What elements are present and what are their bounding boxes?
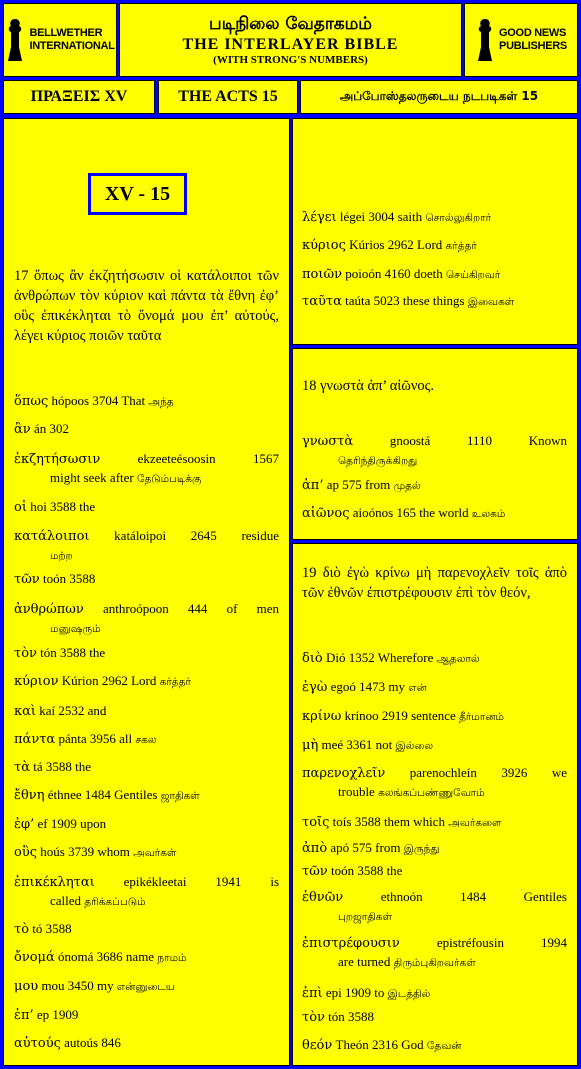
transliteration-strongs: pánta 3956 all <box>58 731 133 746</box>
transliteration-strongs: anthroópoon 444 of men <box>103 601 280 616</box>
bellwether-ram-icon <box>5 17 25 63</box>
tamil-gloss: இவைகள் <box>467 296 515 308</box>
greek-word: ἀπὸ <box>302 841 328 856</box>
tamil-gloss: மற்ற <box>50 550 73 562</box>
tamil-gloss: நாமம் <box>157 952 187 964</box>
tamil-gloss: சகல <box>135 734 157 746</box>
tamil-gloss: முதல் <box>393 480 421 492</box>
greek-word: ὅπως <box>14 394 49 409</box>
title-main: THE INTERLAYER BIBLE <box>182 36 399 53</box>
transliteration-strongs: parenochleín 3926 we <box>409 765 568 780</box>
transliteration-strongs: epistréfousin 1994 <box>436 935 567 950</box>
greek-word: ἂν <box>14 422 31 437</box>
transliteration-strongs: epikékleetai 1941 is <box>123 874 280 889</box>
tamil-gloss: ஜாதிகள் <box>160 790 200 802</box>
tamil-gloss: தெரிந்திருக்கிறது <box>338 455 418 467</box>
word-entry <box>14 977 279 996</box>
tamil-gloss: திரும்புகிறவர்கள் <box>393 957 476 969</box>
transliteration-strongs: tón 3588 the <box>40 645 106 660</box>
transliteration-strongs: Kúrion 2962 Lord <box>61 673 157 688</box>
tamil-gloss: செய்கிறவர் <box>445 269 501 281</box>
word-entry <box>302 934 567 972</box>
tamil-gloss: உலகம் <box>471 508 506 520</box>
transliteration-strongs: án 302 <box>33 421 69 436</box>
word-entry <box>302 839 567 858</box>
word-entry <box>302 678 567 697</box>
word-entry <box>302 888 567 926</box>
word-entry <box>302 764 567 802</box>
greek-word: διὸ <box>302 651 323 666</box>
word-entry <box>302 707 567 726</box>
book-tamil-label: அப்போஸ்தலருடைய நடபடிகள் 15 <box>339 89 539 103</box>
word-entry <box>14 420 279 439</box>
tamil-gloss: இடத்தில் <box>387 988 431 1000</box>
good-news-line1: GOOD NEWS <box>499 27 567 39</box>
word-entry <box>14 450 279 488</box>
word-entry <box>14 1034 279 1053</box>
bellwether-line1: BELLWETHER <box>29 27 103 39</box>
book-english-label: THE ACTS 15 <box>178 88 278 105</box>
tamil-gloss: தரிக்கப்படும் <box>84 896 146 908</box>
bellwether-ram-icon <box>475 17 495 63</box>
greek-word: ποιῶν <box>302 267 342 282</box>
greek-word: ἐκζητήσωσιν <box>14 452 101 467</box>
greek-word: μου <box>14 979 39 994</box>
word-entry <box>14 730 279 749</box>
title-sub: (WITH STRONG'S NUMBERS) <box>213 54 368 66</box>
word-entry <box>14 873 279 911</box>
greek-word: ἐπ’ <box>14 1008 34 1023</box>
greek-word: κρίνω <box>302 709 342 724</box>
transliteration-strongs: apó 575 from <box>330 840 401 855</box>
transliteration-strongs: ef 1909 upon <box>37 816 107 831</box>
tamil-gloss: அவர்களை <box>448 817 502 829</box>
english-gloss-cont: might seek after <box>50 470 134 485</box>
word-entry <box>14 570 279 589</box>
tamil-gloss: புறஜாதிகள் <box>338 911 392 923</box>
word-entry <box>14 920 279 939</box>
transliteration-strongs: ap 575 from <box>326 477 391 492</box>
transliteration-strongs: katáloipoi 2645 residue <box>114 528 280 543</box>
greek-word: ἔθνη <box>14 788 45 803</box>
word-entry <box>14 758 279 777</box>
transliteration-strongs: hoús 3739 whom <box>40 844 130 859</box>
transliteration-strongs: krínoo 2919 sentence <box>344 708 456 723</box>
transliteration-strongs: meé 3361 not <box>321 737 393 752</box>
greek-word: καὶ <box>14 704 37 719</box>
transliteration-strongs: hópoos 3704 That <box>51 393 146 408</box>
greek-word: αὐτούς <box>14 1036 61 1051</box>
transliteration-strongs: tó 3588 <box>32 921 72 936</box>
word-entry <box>302 432 567 470</box>
english-gloss-cont: trouble <box>338 784 375 799</box>
transliteration-strongs: ekzeeteésoosin 1567 <box>137 451 280 466</box>
greek-word: ἀνθρώπων <box>14 602 84 617</box>
word-entry <box>302 208 567 227</box>
word-entry <box>302 265 567 284</box>
greek-word: κύριον <box>14 674 59 689</box>
transliteration-strongs: Theón 2316 God <box>335 1037 424 1052</box>
bellwether-line2: INTERNATIONAL <box>29 40 115 52</box>
tamil-gloss: சொல்லுகிறார் <box>425 212 492 224</box>
word-entry <box>302 649 567 668</box>
verse-19: 19 διὸ ἐγὼ κρίνω μὴ παρενοχλεῖν τοῖς ἀπὸ τῶν ἐθνῶν ἐπιστρέφουσιν ἐπὶ τὸν θεόν, <box>302 565 567 601</box>
greek-word: πάντα <box>14 732 56 747</box>
word-entry <box>302 862 567 881</box>
transliteration-strongs: aioónos 165 the world <box>352 505 469 520</box>
tamil-gloss: அந்த <box>148 396 174 408</box>
word-entry <box>302 292 567 311</box>
transliteration-strongs: légei 3004 saith <box>339 209 423 224</box>
greek-word: οὓς <box>14 845 38 860</box>
greek-word: ἐπικέκληται <box>14 875 95 890</box>
english-gloss-cont: called <box>50 893 82 908</box>
greek-word: ἐπιστρέφουσιν <box>302 936 400 951</box>
greek-word: γνωστὰ <box>302 434 354 449</box>
transliteration-strongs: Kúrios 2962 Lord <box>349 237 443 252</box>
word-entry <box>14 1006 279 1025</box>
word-entry <box>14 527 279 565</box>
word-entry <box>302 1008 567 1027</box>
tamil-gloss: இருந்து <box>403 843 440 855</box>
greek-word: μὴ <box>302 738 319 753</box>
tamil-gloss: தேவன் <box>426 1040 462 1052</box>
greek-word: τὸ <box>14 922 30 937</box>
book-greek-label: ΠΡΑΞΕΙΣ XV <box>30 88 128 105</box>
transliteration-strongs: Dió 1352 Wherefore <box>326 650 434 665</box>
transliteration-strongs: ep 1909 <box>36 1007 79 1022</box>
word-entry <box>302 1036 567 1055</box>
greek-word: τὸν <box>302 1010 325 1025</box>
transliteration-strongs: gnoostá 1110 Known <box>389 433 567 448</box>
tamil-gloss: கர்த்தர் <box>445 240 477 252</box>
greek-word: αἰῶνος <box>302 506 350 521</box>
bellwether-logo <box>3 3 117 77</box>
word-entry <box>302 813 567 832</box>
title-tamil: படிநிலை வேதாகமம் <box>209 14 372 34</box>
greek-word: τῶν <box>14 572 40 587</box>
transliteration-strongs: toón 3588 the <box>330 863 403 878</box>
greek-word: κατάλοιποι <box>14 529 90 544</box>
tamil-gloss: கலங்கப்பண்ணுவோம் <box>378 787 485 799</box>
word-entry <box>14 392 279 411</box>
transliteration-strongs: taúta 5023 these things <box>345 293 465 308</box>
greek-word: λέγει <box>302 210 337 225</box>
verse-18: 18 γνωστὰ ἀπ’ αἰῶνος. <box>302 378 435 394</box>
greek-word: ταῦτα <box>302 294 342 309</box>
greek-word: τῶν <box>302 864 328 879</box>
verse-17: 17 ὅπως ἂν ἐκζητήσωσιν οἱ κατάλοιποι τῶν ἀνθρώπων τὸν κύριον καὶ πάντα τὰ ἔθνη ἐφ’ οὓς ἐπικέκληται τὸ ὄνομά μου ἐπ’ αὐτούς, λέγει κύριος ποιῶν ταῦτα <box>14 268 279 344</box>
title-block <box>119 3 462 77</box>
word-entry <box>302 736 567 755</box>
greek-word: τὸν <box>14 646 37 661</box>
transliteration-strongs: tá 3588 the <box>33 759 91 774</box>
book-greek <box>3 80 155 114</box>
word-entry <box>14 843 279 862</box>
tamil-gloss: தேடும்படிக்கு <box>137 473 202 485</box>
greek-word: ἐγὼ <box>302 680 328 695</box>
book-english <box>158 80 298 114</box>
word-entry <box>14 815 279 834</box>
greek-word: τὰ <box>14 760 30 775</box>
chapter-label: XV - 15 <box>88 173 187 215</box>
tamil-gloss: தீர்மானம் <box>459 711 504 723</box>
transliteration-strongs: egoó 1473 my <box>330 679 405 694</box>
transliteration-strongs: mou 3450 my <box>41 978 114 993</box>
transliteration-strongs: tón 3588 <box>328 1009 375 1024</box>
transliteration-strongs: éthnee 1484 Gentiles <box>47 787 158 802</box>
word-entry <box>302 236 567 255</box>
english-gloss-cont: are turned <box>338 954 391 969</box>
greek-word: ὄνομά <box>14 950 55 965</box>
book-tamil <box>300 80 578 114</box>
tamil-gloss: மனுஷரும் <box>50 623 101 635</box>
word-entry <box>14 786 279 805</box>
good-news-logo <box>464 3 578 77</box>
word-entry <box>302 984 567 1003</box>
greek-word: ἐθνῶν <box>302 890 344 905</box>
word-entry <box>14 948 279 967</box>
greek-word: ἐφ’ <box>14 817 35 832</box>
transliteration-strongs: epi 1909 to <box>325 985 385 1000</box>
word-entry <box>14 672 279 691</box>
word-entry <box>14 702 279 721</box>
transliteration-strongs: autoús 846 <box>64 1035 121 1050</box>
tamil-gloss: இல்லை <box>395 740 434 752</box>
word-entry <box>14 644 279 663</box>
word-entry <box>302 476 567 495</box>
transliteration-strongs: poioón 4160 doeth <box>345 266 443 281</box>
word-entry <box>302 504 567 523</box>
good-news-line2: PUBLISHERS <box>499 40 567 52</box>
tamil-gloss: என் <box>408 682 427 694</box>
word-entry <box>14 498 279 517</box>
transliteration-strongs: toís 3588 them which <box>332 814 445 829</box>
word-entry <box>14 600 279 638</box>
transliteration-strongs: ónomá 3686 name <box>58 949 155 964</box>
greek-word: ἀπ’ <box>302 478 324 493</box>
transliteration-strongs: kaí 2532 and <box>39 703 107 718</box>
greek-word: θεόν <box>302 1038 333 1053</box>
tamil-gloss: கர்த்தர் <box>159 676 191 688</box>
tamil-gloss: அவர்கள் <box>133 847 177 859</box>
tamil-gloss: என்னுடைய <box>116 981 175 993</box>
transliteration-strongs: ethnoón 1484 Gentiles <box>380 889 567 904</box>
greek-word: οἱ <box>14 500 27 515</box>
transliteration-strongs: hoi 3588 the <box>30 499 96 514</box>
greek-word: ἐπὶ <box>302 986 323 1001</box>
greek-word: κύριος <box>302 238 346 253</box>
greek-word: τοῖς <box>302 815 330 830</box>
greek-word: παρενοχλεῖν <box>302 766 386 781</box>
transliteration-strongs: toón 3588 <box>42 571 96 586</box>
tamil-gloss: ஆதலால் <box>436 653 480 665</box>
